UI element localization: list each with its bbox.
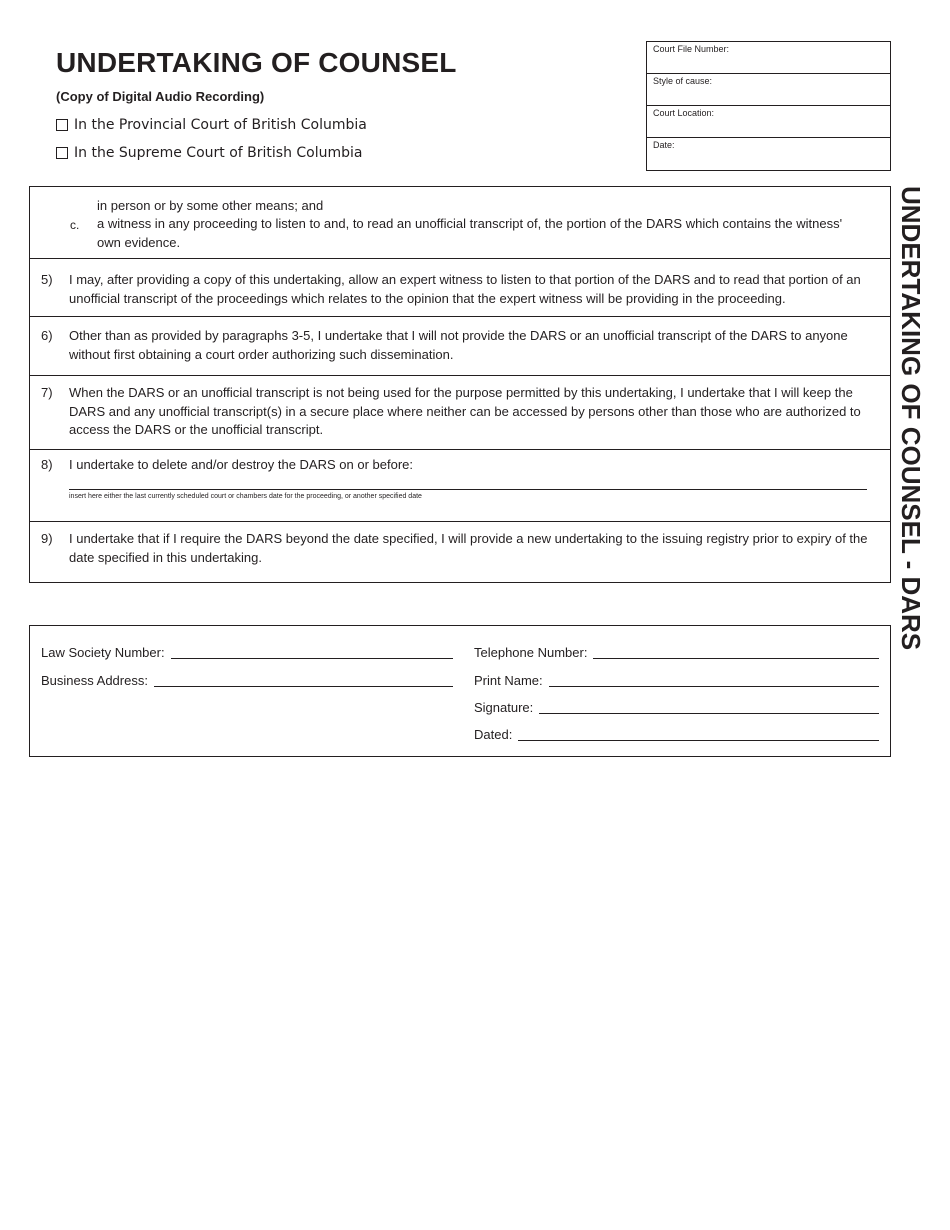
- paragraph-continuation: [30, 187, 890, 259]
- court-info-box: [646, 41, 891, 171]
- signature-line[interactable]: [539, 713, 879, 714]
- destroy-date-line[interactable]: [69, 489, 867, 490]
- form-subtitle: (Copy of Digital Audio Recording): [56, 89, 265, 104]
- paragraph-number: 9): [41, 531, 53, 546]
- dated-label: Dated:: [474, 727, 513, 742]
- provincial-court-checkbox[interactable]: [56, 119, 68, 131]
- date-field[interactable]: [647, 138, 890, 170]
- court-location-label: Court Location:: [653, 108, 715, 118]
- paragraph-7: [30, 376, 890, 450]
- business-address-field: [41, 671, 453, 689]
- print-name-line[interactable]: [549, 686, 879, 687]
- style-of-cause-field[interactable]: [647, 74, 890, 106]
- court-location-field[interactable]: [647, 106, 890, 138]
- supreme-court-option[interactable]: [56, 144, 362, 162]
- print-name-label: Print Name:: [474, 673, 543, 688]
- paragraph-text: When the DARS or an unofficial transcript is not being used for the purpose permitted by this undertaking, I undertake that I will keep the DARS and any unofficial transcript(s) in a secure place where neither can be accessed by persons other than those who are authorized to access the DARS or the unofficial transcript.: [69, 385, 861, 438]
- paragraph-text: I undertake that if I require the DARS beyond the date specified, I will provide a new undertaking to the issuing registry prior to expiry of the date specified in this undertaking.: [69, 531, 868, 565]
- law-society-number-line[interactable]: [171, 658, 453, 659]
- paragraph-number: 8): [41, 457, 53, 472]
- signature-block: [29, 625, 891, 757]
- paragraph-number: 7): [41, 385, 53, 400]
- business-address-label: Business Address:: [41, 673, 148, 688]
- side-title: UNDERTAKING OF COUNSEL - DARS: [896, 186, 926, 651]
- law-society-number-field: [41, 643, 453, 661]
- paragraph-5: [30, 259, 890, 317]
- law-society-number-label: Law Society Number:: [41, 645, 165, 660]
- continuation-line: in person or by some other means; and: [97, 198, 324, 213]
- print-name-field: [474, 671, 879, 689]
- business-address-line[interactable]: [154, 686, 453, 687]
- date-label: Date:: [653, 140, 675, 150]
- telephone-number-label: Telephone Number:: [474, 645, 588, 660]
- telephone-number-line[interactable]: [593, 658, 879, 659]
- court-file-number-field[interactable]: [647, 42, 890, 74]
- provincial-court-label: In the Provincial Court of British Columbia: [74, 117, 367, 133]
- court-file-number-label: Court File Number:: [653, 44, 730, 54]
- destroy-date-hint: insert here either the last currently scheduled court or chambers date for the proceeding, or another specified date: [69, 493, 422, 500]
- style-of-cause-label: Style of cause:: [653, 76, 713, 86]
- paragraph-6: [30, 317, 890, 376]
- paragraph-8: [30, 450, 890, 522]
- paragraph-text: Other than as provided by paragraphs 3-5, I undertake that I will not provide the DARS or an unofficial transcript of the DARS to anyone without first obtaining a court order authorizing such dissemination.: [69, 328, 848, 362]
- signature-label: Signature:: [474, 700, 534, 715]
- paragraph-number: 6): [41, 328, 53, 343]
- dated-field: [474, 725, 879, 743]
- signature-field: [474, 698, 879, 716]
- provincial-court-option[interactable]: [56, 116, 367, 134]
- undertaking-paragraphs: [29, 186, 891, 583]
- paragraph-text: I undertake to delete and/or destroy the DARS on or before:: [69, 457, 413, 472]
- form-title: UNDERTAKING OF COUNSEL: [56, 47, 457, 78]
- paragraph-9: [30, 522, 890, 582]
- item-letter-c: c.: [70, 218, 80, 232]
- item-c-text: a witness in any proceeding to listen to and, to read an unofficial transcript of, the portion of the DARS which contains the witness' own evidence.: [97, 216, 843, 250]
- paragraph-number: 5): [41, 272, 53, 287]
- supreme-court-label: In the Supreme Court of British Columbia: [74, 145, 363, 161]
- paragraph-text: I may, after providing a copy of this undertaking, allow an expert witness to listen to that portion of the DARS and to read that portion of an unofficial transcript of the proceedings which relates to the opinion that the expert witness will be providing in the proceeding.: [69, 272, 861, 306]
- dated-line[interactable]: [518, 740, 879, 741]
- supreme-court-checkbox[interactable]: [56, 147, 68, 159]
- telephone-number-field: [474, 643, 879, 661]
